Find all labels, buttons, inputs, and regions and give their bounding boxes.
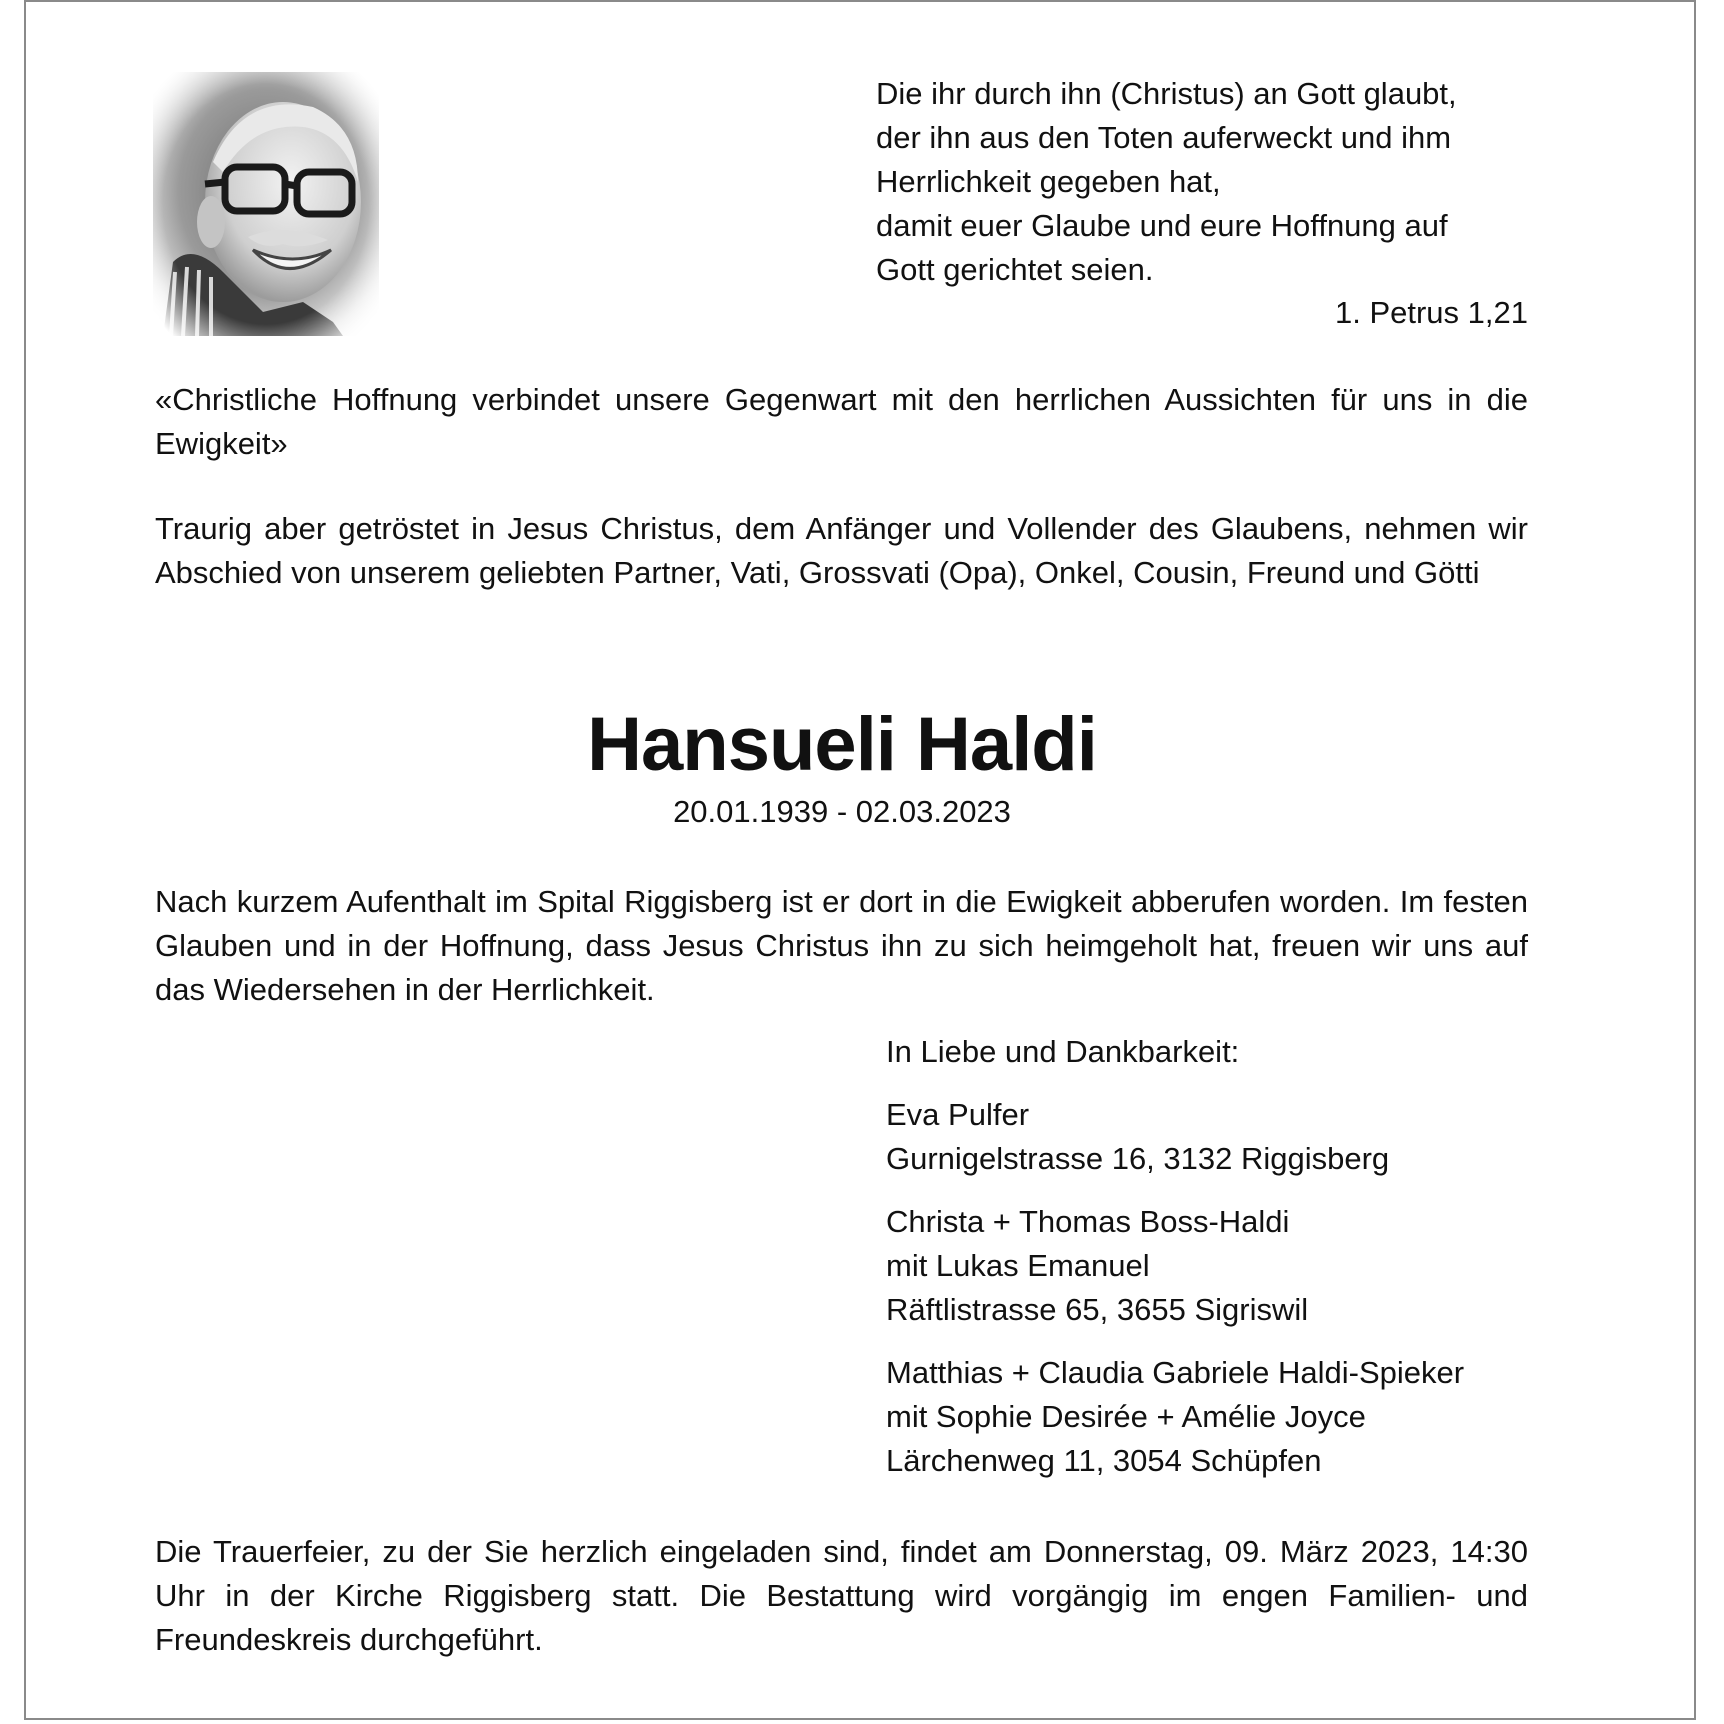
mourner-line: Christa + Thomas Boss-Haldi [886,1204,1290,1239]
deceased-name: Hansueli Haldi [587,702,1097,787]
life-dates: 20.01.1939 - 02.03.2023 [673,794,1011,829]
verse-line: Die ihr durch ihn (Christus) an Gott glaubt, [876,76,1457,111]
mourner-line: Lärchenweg 11, 3054 Schüpfen [886,1443,1322,1478]
verse-line: Herrlichkeit gegeben hat, [876,164,1221,199]
mourner-line: mit Lukas Emanuel [886,1248,1150,1283]
mourners-heading: In Liebe und Dankbarkeit: [886,1034,1240,1069]
portrait-photo [153,72,379,336]
mourner-line: mit Sophie Desirée + Amélie Joyce [886,1399,1366,1434]
mourner-group [886,1093,1586,1181]
hope-quote: «Christliche Hoffnung verbindet unsere Gegenwart mit den herrlichen Aussichten für uns in die Ewigkeit» [155,382,1528,461]
mourner-line: Matthias + Claudia Gabriele Haldi-Spieker [886,1355,1465,1390]
mourners-list [886,1030,1586,1502]
funeral-service-paragraph: Die Trauerfeier, zu der Sie herzlich eingeladen sind, findet am Donnerstag, 09. März 2023, 14:30 Uhr in der Kirche Riggisberg statt. Die Bestattung wird vorgängig im engen Familien- und Freundeskreis durchgeführt. [155,1534,1528,1657]
verse-line: der ihn aus den Toten auferweckt und ihm [876,120,1452,155]
mourner-group [886,1200,1586,1332]
mourner-line: Eva Pulfer [886,1097,1030,1132]
intro-paragraph: Traurig aber getröstet in Jesus Christus, dem Anfänger und Vollender des Glaubens, nehmen wir Abschied von unserem geliebten Partner, Vati, Grossvati (Opa), Onkel, Cousin, Freund und Götti [155,511,1528,590]
bible-verse [876,72,1536,292]
mourner-line: Gurnigelstrasse 16, 3132 Riggisberg [886,1141,1390,1176]
verse-line: damit euer Glaube und eure Hoffnung auf [876,208,1448,243]
passing-paragraph: Nach kurzem Aufenthalt im Spital Riggisberg ist er dort in die Ewigkeit abberufen worden. Im festen Glauben und in der Hoffnung, dass Jesus Christus ihn zu sich heimgeholt hat, freuen wir uns auf das Wiedersehen in der Herrlichkeit. [155,884,1528,1007]
mourner-line: Räftlistrasse 65, 3655 Sigriswil [886,1292,1309,1327]
verse-reference: 1. Petrus 1,21 [1334,295,1528,330]
mourner-group [886,1351,1586,1483]
verse-line: Gott gerichtet seien. [876,252,1154,287]
